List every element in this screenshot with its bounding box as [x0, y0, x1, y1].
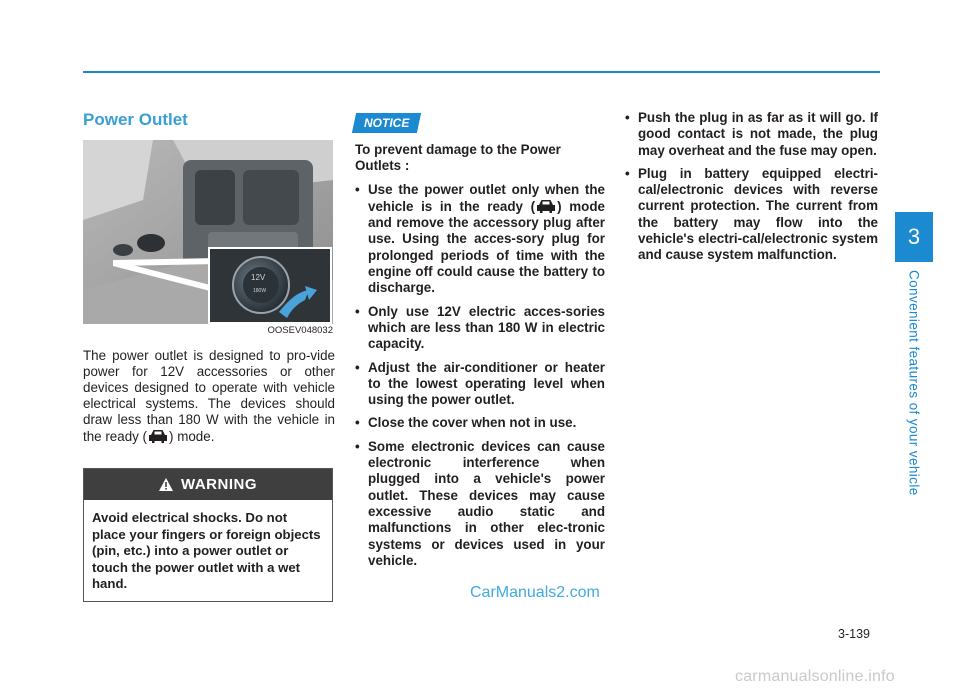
list-item: • Some electronic devices can cause electronic interference when plugged into a vehicle's power outlet. These devices may cause excessive audio static and malfunctions in other elec-tronic systems or devices used in your vehicle.	[355, 439, 605, 569]
intro-paragraph: The power outlet is designed to pro-vide power for 12V accessories or other devices designed to operate with vehicle electrical systems. The devices should draw less than 180 W with the vehicle in the ready ( ) mode.	[83, 348, 335, 444]
ready-mode-car-icon	[535, 198, 557, 214]
warning-text: Avoid electrical shocks. Do not place your fingers or foreign objects (pin, etc.) into a power outlet or touch the power outlet with a wet hand.	[92, 510, 321, 591]
svg-text:180W: 180W	[253, 288, 267, 294]
list-item: • Push the plug in as far as it will go. If good contact is not made, the plug may overheat and the fuse may open.	[625, 110, 878, 159]
notice-list-left	[355, 182, 605, 570]
figure-code: OOSEV048032	[267, 325, 333, 336]
header-rule	[83, 71, 880, 73]
warning-header	[84, 469, 332, 500]
notice-badge: NOTICE	[352, 113, 421, 133]
svg-text:12V: 12V	[251, 273, 266, 282]
ready-mode-car-icon	[147, 428, 169, 444]
chapter-title: Convenient features of your vehicle	[906, 270, 922, 496]
notice-column-right	[625, 110, 878, 271]
power-outlet-photo	[83, 140, 333, 324]
watermark-carmanuals2[interactable]: CarManuals2.com	[470, 584, 600, 601]
notice-list-right	[625, 110, 878, 264]
list-item: • Close the cover when not in use.	[355, 415, 605, 431]
warning-box	[83, 468, 333, 602]
list-item: • Adjust the air-conditioner or heater to the lowest operating level when using the power outlet.	[355, 360, 605, 409]
list-item: • Only use 12V electric acces-sories which are less than 180 W in electric capacity.	[355, 304, 605, 353]
list-item: • Plug in battery equipped electri-cal/electronic devices with reverse current protection. The current from the battery may flow into the vehicle's electri-cal/electronic system and cause system malfunction.	[625, 166, 878, 264]
list-item: • Use the power outlet only when the vehicle is in the ready ( ) mode and remove the accessory plug after use. Using the acces-sory plug for prolonged periods of time with the engine off could cause the battery to discharge.	[355, 182, 605, 297]
warning-label: WARNING	[181, 476, 257, 493]
watermark-carmanualsonline[interactable]: carmanualsonline.info	[735, 668, 895, 685]
chapter-tab[interactable]: 3	[895, 212, 933, 262]
notice-column-left	[355, 142, 605, 576]
page-number: 3-139	[838, 627, 870, 641]
warning-triangle-icon	[159, 478, 173, 491]
section-title: Power Outlet	[83, 110, 188, 129]
notice-intro: To prevent damage to the Power Outlets :	[355, 142, 561, 174]
